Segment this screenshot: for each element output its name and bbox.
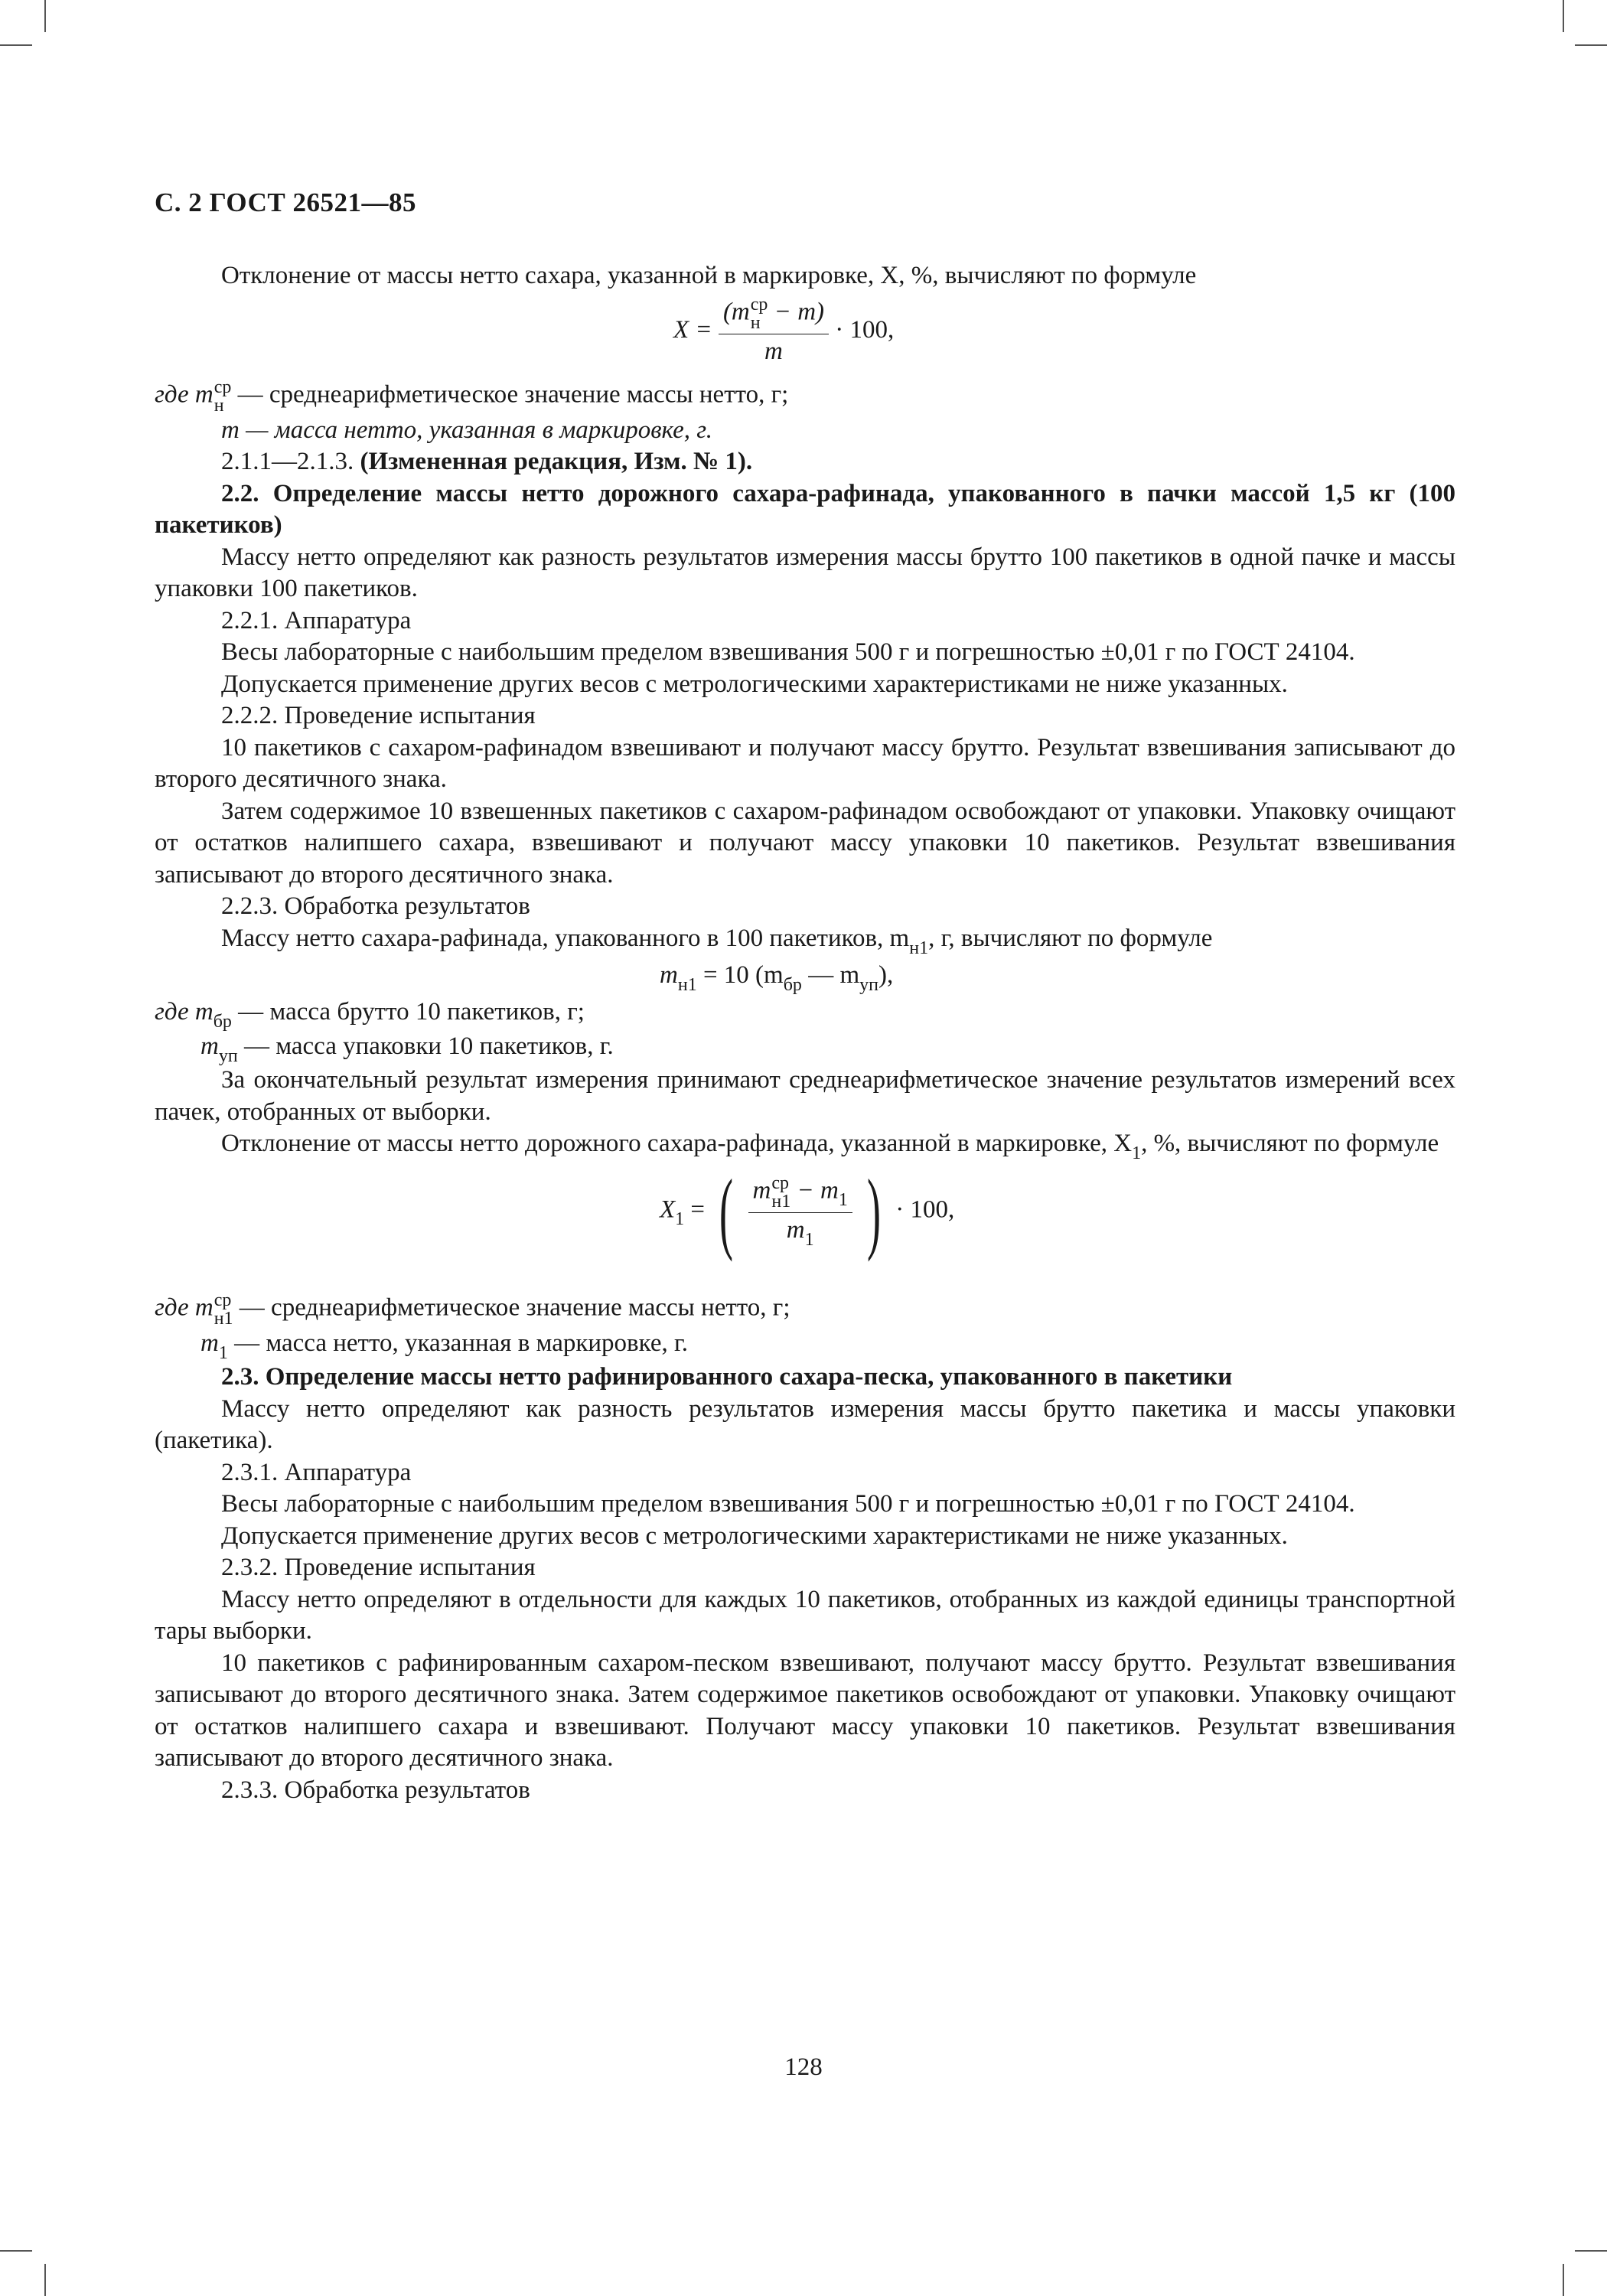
- where-line-mean: где m ср н — среднеарифметическое значение массы нетто, г;: [155, 377, 789, 416]
- crop-mark-top-left: [0, 44, 32, 46]
- paragraph-deviation-intro: Отклонение от массы нетто сахара, указанной в маркировке, X, %, вычисляют по формуле: [221, 262, 1197, 289]
- subsection-2-3-1: 2.3.1. Аппаратура: [221, 1458, 412, 1486]
- subsection-2-3-3: 2.3.3. Обработка результатов: [221, 1776, 530, 1804]
- where-line-package: $m_{уп}$ — масса упаковки 10 пакетиков, г.: [200, 1032, 614, 1066]
- section-heading-2-2: 2.2. Определение массы нетто дорожного сахара-рафинада, упакованного в пачки массой 1,5 кг (100 пакетиков): [155, 479, 1455, 539]
- formula-deviation-x: X = (m ср н − m) m · 100,: [155, 295, 1455, 375]
- formula-fraction: (m ср н − m) m: [719, 295, 829, 368]
- paragraph-amendment: 2.1.1—2.1.3. (Измененная редакция, Изм. № 1).: [221, 448, 753, 475]
- formula-net-mass: $m_{н1} = 10$ ($m_{бр}$ — $m_{уп}$),: [660, 961, 894, 995]
- page-header: С. 2 ГОСТ 26521—85: [155, 188, 416, 217]
- where-line-mass: m — масса нетто, указанная в маркировке, г.: [221, 416, 712, 444]
- crop-mark-top-left-v: [44, 0, 46, 32]
- subsection-2-3-2: 2.3.2. Проведение испытания: [221, 1554, 536, 1581]
- paragraph-2-2-1-allowed: Допускается применение других весов с метрологическими характеристиками не ниже указанных.: [221, 670, 1288, 698]
- subsection-2-2-1: 2.2.1. Аппаратура: [221, 606, 412, 634]
- paragraph-2-3-2-a: Массу нетто определяют в отдельности для каждых 10 пакетиков, отобранных из каждой единицы транспортной тары выборки.: [155, 1585, 1455, 1645]
- paragraph-2-2-2-a: 10 пакетиков с сахаром-рафинадом взвешивают и получают массу брутто. Результат взвешивания записывают до второго десятичного знака.: [155, 733, 1455, 793]
- crop-mark-bottom-left-v: [44, 2264, 46, 2296]
- where-line-mean-1: где m ср н1 — среднеарифметическое значение массы нетто, г;: [155, 1290, 790, 1329]
- paragraph-2-2-2-b: Затем содержимое 10 взвешенных пакетиков с сахаром-рафинадом освобождают от упаковки. Упаковку очищают от остатков налипшего сахара, взвешивают и получают массу упаковки 10 пакетиков. Результат взвешивания записывают до второго десятичного знака.: [155, 797, 1455, 889]
- paragraph-final-result: За окончательный результат измерения принимают среднеарифметическое значение результатов измерений всех пачек, отобранных от выборки.: [155, 1066, 1455, 1126]
- subsection-2-2-3: 2.2.3. Обработка результатов: [221, 892, 530, 920]
- paragraph-2-2-body: Массу нетто определяют как разность результатов измерения массы брутто 100 пакетиков в одной пачке и массы упаковки 100 пакетиков.: [155, 543, 1455, 602]
- crop-mark-bottom-left: [0, 2250, 32, 2252]
- where-line-mass-1: $m_1$ — масса нетто, указанная в маркировке, г.: [200, 1329, 689, 1363]
- crop-mark-top-right-v: [1563, 0, 1564, 32]
- formula-fraction: m ср н1 − $m_1$ $m_1$: [748, 1174, 852, 1249]
- subsection-2-2-2: 2.2.2. Проведение испытания: [221, 702, 536, 729]
- paragraph-2-3-1-scales: Весы лабораторные с наибольшим пределом взвешивания 500 г и погрешностью ±0,01 г по ГОСТ 24104.: [221, 1490, 1355, 1518]
- crop-mark-top-right: [1575, 44, 1607, 46]
- formula-deviation-x1: $X_1$ = ( m ср н1 − $m_1$ $m_1$ ) · 100,: [660, 1159, 955, 1262]
- crop-mark-bottom-right-v: [1563, 2264, 1564, 2296]
- crop-mark-bottom-right: [1575, 2250, 1607, 2252]
- paragraph-deviation-x1: Отклонение от массы нетто дорожного сахара-рафинада, указанной в маркировке, $X_1$, %, вычисляют по формуле: [221, 1130, 1439, 1163]
- document-body: [155, 260, 1455, 1806]
- paragraph-2-2-3-a: Массу нетто сахара-рафинада, упакованного в 100 пакетиков, $m_{н1}$, г, вычисляют по формуле: [221, 924, 1213, 958]
- page-number: 128: [784, 2053, 823, 2081]
- paragraph-2-2-1-scales: Весы лабораторные с наибольшим пределом взвешивания 500 г и погрешностью ±0,01 г по ГОСТ 24104.: [221, 638, 1355, 666]
- paragraph-2-3-2-b: 10 пакетиков с рафинированным сахаром-песком взвешивают, получают массу брутто. Результат взвешивания записывают до второго десятичного знака. Затем содержимое пакетиков освобождают от упаковки. Упаковку очищают от остатков налипшего сахара и взвешивают. Получают массу упаковки 10 пакетиков. Результат взвешивания записывают до второго десятичного знака.: [155, 1649, 1455, 1772]
- section-heading-2-3: 2.3. Определение массы нетто рафинированного сахара-песка, упакованного в пакетики: [221, 1363, 1233, 1391]
- paragraph-2-3-1-allowed: Допускается применение других весов с метрологическими характеристиками не ниже указанных.: [221, 1521, 1288, 1550]
- paragraph-2-3-body: Массу нетто определяют как разность результатов измерения массы брутто пакетика и массы упаковки (пакетика).: [155, 1394, 1455, 1454]
- where-line-gross: где $m_{бр}$ — масса брутто 10 пакетиков, г;: [155, 998, 585, 1032]
